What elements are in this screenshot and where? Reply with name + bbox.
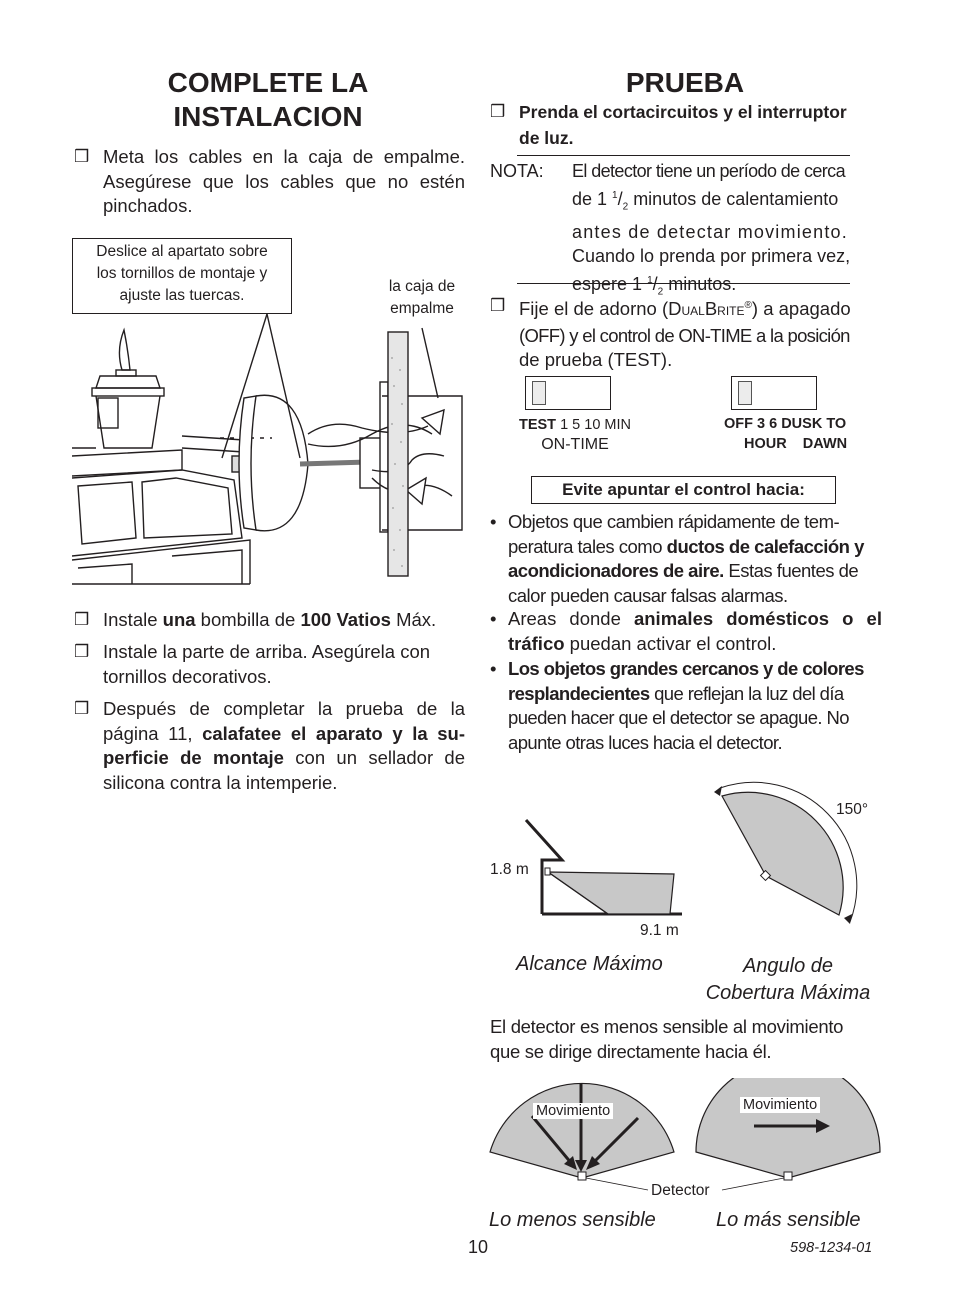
- text-run: Estas fuentes de calor pueden causar falsas alarmas.: [508, 560, 859, 606]
- nota-text: El detector tiene un período de cerca de 1 $^1/_2$ minutos de calentamiento antes de detectar movimiento. Cuando lo prenda por primera vez, espere 1 $^1/_2$ minutos.: [572, 161, 851, 298]
- sensitivity-note: [490, 1015, 882, 1064]
- avoid-heading: Evite apuntar el control hacia:: [531, 476, 836, 504]
- switch-knob[interactable]: [532, 381, 546, 405]
- detector-leader: [722, 1178, 784, 1190]
- nota-line: minutos.: [663, 273, 737, 294]
- callout-line: Deslice al apartato sobre: [96, 243, 268, 260]
- note-line: El detector es menos sensible al movimiento: [490, 1016, 844, 1037]
- detector-label: Detector: [651, 1182, 710, 1199]
- movement-label-right: Movimiento: [740, 1097, 820, 1113]
- text-run-bold: Los objetos grandes cercanos y de colores resplandecientes: [508, 658, 864, 704]
- switch-sublabel: ON-TIME: [541, 436, 609, 453]
- item-text: [103, 697, 465, 795]
- title-line2: INSTALACION: [173, 101, 363, 132]
- more-sensitive-fan: [696, 1078, 880, 1180]
- text-run-bold: una: [162, 609, 196, 630]
- switch-knob[interactable]: [738, 381, 752, 405]
- title-line1: COMPLETE LA: [167, 67, 369, 98]
- text-run-smallcaps: RITE: [717, 304, 745, 319]
- fraction-den: 2: [657, 286, 664, 298]
- switch-label-bold: TEST: [518, 417, 557, 433]
- text-run-bold: 100 Vatios: [300, 609, 391, 630]
- caption-more-sensitive: Lo más sensible: [716, 1209, 861, 1231]
- text-run: ) a apagado: [751, 298, 851, 320]
- checkbox-icon: ❒: [490, 102, 506, 121]
- junction-label-line: empalme: [390, 300, 454, 317]
- switch-label: 1 5 10 MIN: [556, 417, 631, 433]
- nota-rule-top: [517, 155, 850, 156]
- text-run: puedan activar el control.: [564, 632, 777, 654]
- text-run: Fije el de adorno (D: [519, 298, 682, 320]
- text-run: Después de completar la prueba de la página 11,: [103, 698, 465, 744]
- installation-illustration: [72, 238, 468, 590]
- nota-line: El detector tiene un período de cerca: [572, 161, 845, 181]
- item-text: Meta los cables en la caja de empalme. Asegúrese que los cables que no estén pinchados.: [103, 146, 465, 216]
- text-run-smallcaps: UAL: [681, 304, 705, 319]
- bullet-animals: [490, 607, 882, 656]
- dualbrite-switch-labels: [718, 414, 868, 454]
- text-run: con un sellador de silicona contra la intemperie.: [103, 747, 465, 793]
- range-height-label: 1.8 m: [490, 861, 529, 878]
- bullet-icon: •: [490, 608, 497, 629]
- bullet-heat-sources: [490, 510, 882, 608]
- text-run-bold: ductos de calefacción y acondicionadores de aire.: [508, 535, 864, 581]
- movement-label-left: Movimiento: [533, 1103, 613, 1119]
- checklist-item-caulk: [74, 697, 465, 795]
- callout-line: ajuste las tuercas.: [119, 287, 245, 304]
- text-run: que reflejan la luz del día pueden hacer que el detector se apague. No apunte otras luces hacia el detector.: [508, 682, 849, 753]
- nota-line: antes de detectar movimiento.: [572, 221, 848, 242]
- caption-line: Cobertura Máxima: [705, 982, 871, 1004]
- bullet-icon: •: [490, 658, 497, 679]
- checkbox-icon: ❒: [74, 610, 90, 629]
- switch-label: HOUR DAWN: [744, 436, 848, 452]
- registered-mark: ®: [744, 300, 752, 311]
- dualbrite-switch[interactable]: [731, 376, 817, 410]
- text-run: Instale: [103, 609, 163, 630]
- caption-less-sensitive: Lo menos sensible: [489, 1209, 656, 1231]
- ontime-switch[interactable]: [525, 376, 611, 410]
- checkbox-icon: ❒: [74, 147, 90, 166]
- checklist-item-wires: [74, 145, 465, 219]
- text-run-bold: animales domésticos o el tráfico: [508, 608, 882, 654]
- fixture-drawing: [72, 238, 468, 590]
- text-run: Objetos que cambien rápidamente de tem-peratura tales como: [508, 511, 840, 557]
- nota-line: espere 1: [572, 273, 648, 294]
- text-run-bold: calafatee el aparato y la su-perficie de montaje: [103, 722, 465, 768]
- less-sensitive-fan: [490, 1083, 674, 1180]
- nota-line: de 1: [572, 188, 613, 209]
- text-run: Areas donde: [508, 608, 634, 629]
- item-text: [519, 294, 882, 373]
- bullet-text: [508, 510, 882, 608]
- bullet-text: [508, 657, 882, 755]
- ontime-switch-labels: [510, 415, 640, 455]
- range-caption: Alcance Máximo: [516, 953, 663, 975]
- checklist-item-bulb: [74, 608, 465, 633]
- angle-label: 150°: [836, 801, 869, 818]
- nota-label: NOTA:: [490, 161, 544, 181]
- callout-line: los tornillos de montaje y: [96, 265, 268, 282]
- junction-label-line: la caja de: [388, 278, 456, 295]
- bullet-large-objects: [490, 657, 882, 755]
- bullet-text: [508, 607, 882, 656]
- checklist-item-dualbrite: [490, 294, 882, 373]
- fraction-num: 1: [612, 189, 618, 201]
- nota-line: Cuando lo prenda por primera vez,: [572, 246, 851, 267]
- nota-line: minutos de calentamiento: [628, 188, 839, 209]
- detector-leader: [586, 1178, 648, 1190]
- section-title-complete: [72, 66, 464, 134]
- text-run: bombilla de: [195, 609, 301, 630]
- text-run: B: [704, 298, 718, 320]
- caption-line: Angulo de: [742, 955, 834, 977]
- section-title-prueba: PRUEBA: [625, 67, 745, 98]
- fraction-num: 1: [647, 274, 653, 286]
- range-angle-diagram: [488, 776, 882, 946]
- nota-rule-bottom: [517, 283, 850, 284]
- checkbox-icon: ❒: [490, 296, 506, 315]
- checkbox-icon: ❒: [74, 642, 90, 661]
- item-text: [103, 608, 465, 633]
- item-text: Instale la parte de arriba. Asegúrela con tornillos decorativos.: [103, 641, 431, 687]
- switch-label: OFF 3 6 DUSK TO: [724, 416, 847, 432]
- page-number: 10: [468, 1237, 489, 1257]
- text-line: Prenda el cortacircuitos y el interruptor: [519, 102, 847, 122]
- item-text: [519, 99, 882, 151]
- document-number: 598-1234-01: [790, 1240, 873, 1256]
- bullet-icon: •: [490, 511, 497, 532]
- range-diagram: [526, 820, 682, 914]
- text-line: de prueba (TEST).: [519, 349, 673, 371]
- text-line: (OFF) y el control de ON-TIME a la posición: [519, 324, 850, 346]
- checklist-item-breaker: [490, 99, 882, 151]
- text-run: Máx.: [390, 609, 437, 630]
- text-line: de luz.: [519, 128, 574, 148]
- checklist-item-top: [74, 640, 465, 689]
- checkbox-icon: ❒: [74, 699, 90, 718]
- note-line: que se dirige directamente hacia él.: [490, 1040, 772, 1062]
- range-distance-label: 9.1 m: [640, 922, 679, 939]
- angle-caption: [690, 953, 886, 1007]
- fraction-den: 2: [622, 201, 629, 213]
